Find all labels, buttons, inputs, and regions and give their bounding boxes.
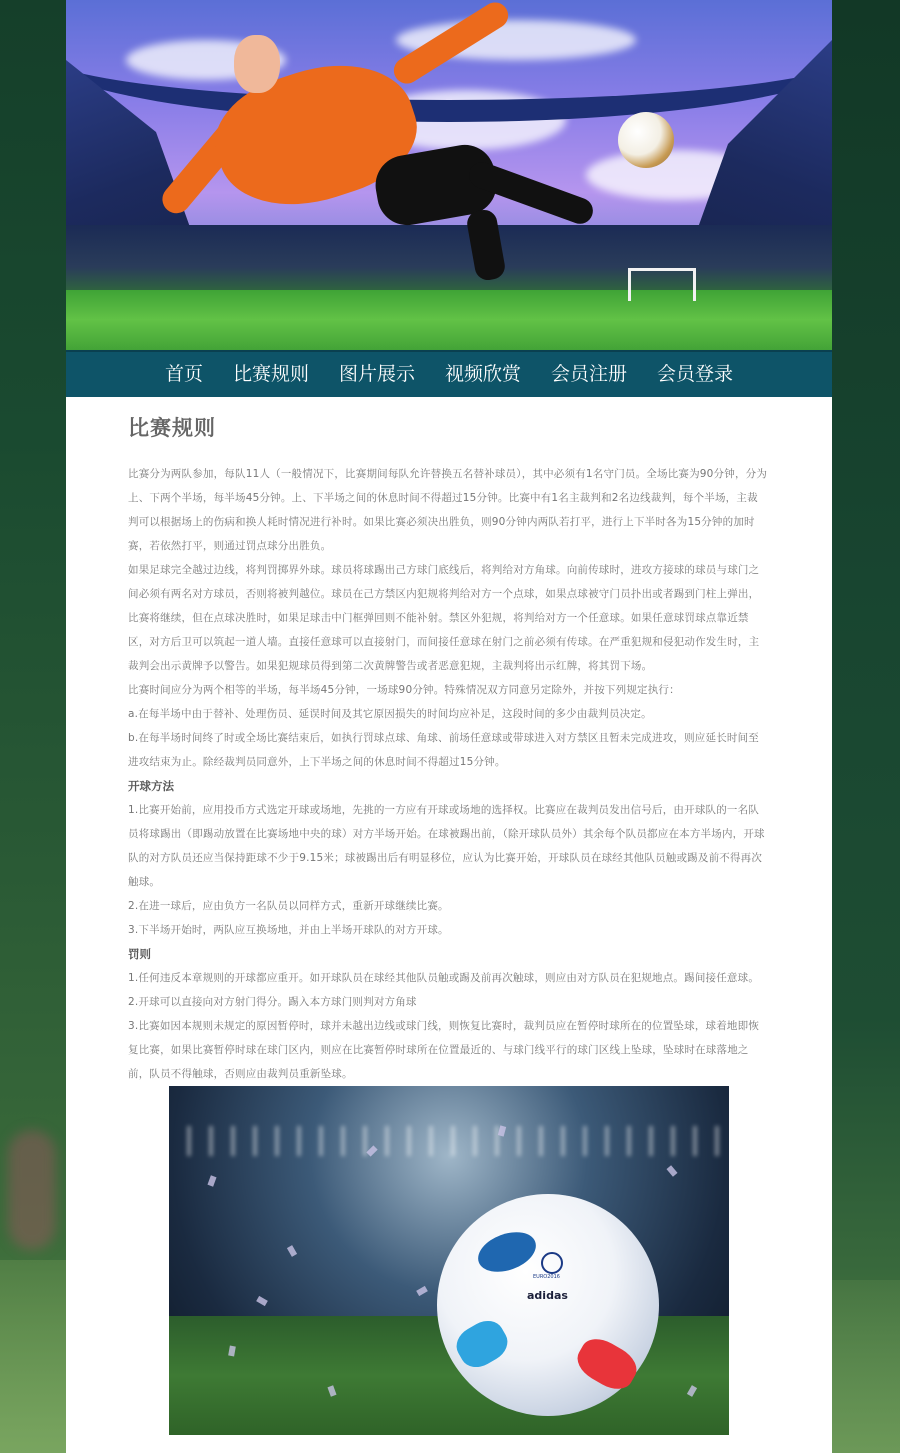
background-right [830,0,900,1453]
page-title: 比赛规则 [128,416,216,440]
heading-kickoff: 开球方法 [128,779,174,793]
hero-banner [66,0,832,350]
nav-rules[interactable]: 比赛规则 [232,363,309,385]
football-icon [618,112,674,168]
nav-gallery[interactable]: 图片展示 [338,363,415,385]
paragraph-time: 比赛时间应分为两个相等的半场，每半场45分钟，一场球90分钟。特殊情况双方同意另定除外，并按下列规定执行： [128,684,680,696]
penalty-rule-3: 3.比赛如因本规则未规定的原因暂停时，球并未越出边线或球门线，则恢复比赛时，裁判员应在暂停时球所在的位置坠球，球着地即恢复比赛，如果比赛暂停时球在球门区内，则应在比赛暂停时球所在位置最近的、与球门线平行的球门区线上坠球，坠球时在球落地之前，队员不得触球，否则应由裁判员重新坠球。 [128,1020,760,1080]
paragraph-overview: 比赛分为两队参加，每队11人（一般情况下，比赛期间每队允许替换五名替补球员），其中必须有1名守门员。全场比赛为90分钟，分为上、下两个半场，每半场45分钟。上、下半场之间的休息时间不得超过15分钟。比赛中有1名主裁判和2名边线裁判，每个半场，主裁判可以根据场上的伤病和换人耗时情况进行补时。如果比赛必须决出胜负，则90分钟内两队若打平，进行上下半时各为15分钟的加时赛，若依然打平，则通过罚点球分出胜负。 [128,468,768,552]
page-container [66,0,832,1453]
kickoff-rule-2: 2.在进一球后，应由负方一名队员以同样方式，重新开球继续比赛。 [128,900,449,912]
paragraph-time-a: a.在每半场中由于替补、处理伤员、延误时间及其它原因损失的时间均应补足，这段时间的多少由裁判员决定。 [128,708,652,720]
paragraph-fouls: 如果足球完全越过边线，将判罚掷界外球。球员将球踢出己方球门底线后，将判给对方角球。向前传球时，进攻方接球的球员与球门之间必须有两名对方球员，否则将被判越位。球员在己方禁区内犯规将判给对方一个点球，如果点球被守门员扑出或者踢到门柱上弹出，比赛将继续，但在点球决胜时，如果足球击中门框弹回则不能补射。禁区外犯规，将判给对方一个任意球。如果任意球罚球点靠近禁区，对方后卫可以筑起一道人墙。直接任意球可以直接射门，而间接任意球在射门之前必须有传球。在严重犯规和侵犯动作发生时，主裁判会出示黄牌予以警告。如果犯规球员得到第二次黄牌警告或者恶意犯规，主裁判将出示红牌，将其罚下场。 [128,564,760,672]
soccer-ball-icon [437,1194,659,1416]
nav-register[interactable]: 会员注册 [551,363,628,385]
heading-penalty: 罚则 [128,947,151,961]
kickoff-rule-3: 3.下半场开始时，两队应互换场地，并由上半场开球队的对方开球。 [128,924,449,936]
football-photo [169,1086,729,1435]
background-left [0,0,66,1453]
penalty-rule-1: 1.任何违反本章规则的开球都应重开。如开球队员在球经其他队员触或踢及前再次触球，则应由对方队员在犯规地点。踢间接任意球。 [128,972,760,984]
penalty-rule-2: 2.开球可以直接向对方射门得分。踢入本方球门则判对方角球 [128,996,417,1008]
main-nav [66,350,832,397]
ball-brand-logo: adidas [527,1289,568,1302]
article [128,412,768,1086]
nav-login[interactable]: 会员登录 [657,363,734,385]
goal-post [628,268,696,301]
paragraph-time-b: b.在每半场时间终了时或全场比赛结束后，如执行罚球点球、角球、前场任意球或带球进入对方禁区且暂未完成进攻，则应延长时间至进攻结束为止。除经裁判员同意外，上下半场之间的休息时间不得超过15分钟。 [128,732,759,768]
nav-home[interactable]: 首页 [164,363,203,385]
ball-badge-text: EURO2016 [533,1274,560,1280]
kickoff-rule-1: 1.比赛开始前，应用投币方式选定开球或场地，先挑的一方应有开球或场地的选择权。比赛应在裁判员发出信号后，由开球队的一名队员将球踢出（即踢动放置在比赛场地中央的球）对方半场开始。在球被踢出前，（除开球队员外）其余每个队员都应在本方半场内，开球队的对方队员还应当保持距球不少于9.15米；球被踢出后有明显移位，应认为比赛开始，开球队员在球经其他队员触或踢及前不得再次触球。 [128,804,765,888]
nav-videos[interactable]: 视频欣赏 [445,363,522,385]
